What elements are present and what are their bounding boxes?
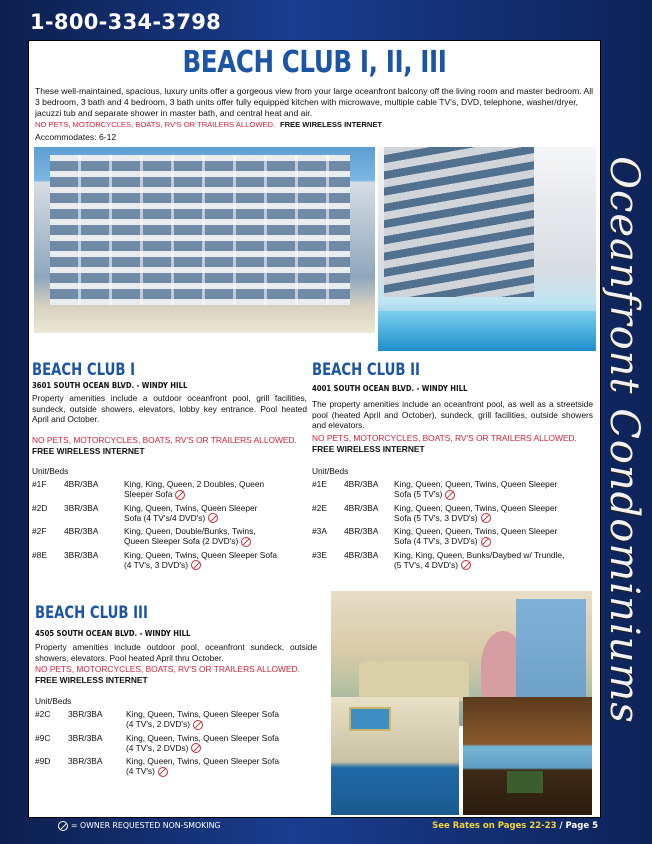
photo-beach-club-pool — [378, 147, 596, 351]
intro-paragraph — [35, 86, 595, 130]
unit-bedding: King, Queen, Twins, Queen Sleeper Sofa (4 TV's, 2 DVD's) — [126, 709, 280, 729]
no-pets-beach-club-iii: NO PETS, MOTORCYCLES, BOATS, RV'S OR TRAILERS ALLOWED. — [35, 664, 300, 674]
unit-beds: 4BR/3BA — [344, 526, 379, 536]
heading-beach-club-ii: BEACH CLUB II — [312, 360, 420, 380]
accommodates: Accommodates: 6-12 — [35, 132, 117, 142]
unit-bedding: King, Queen, Queen, Twins, Queen Sleeper Sofa (5 TV's) — [394, 479, 558, 499]
side-title — [600, 156, 648, 724]
unit-number: #9C — [35, 732, 51, 743]
unit-bedding: King, Queen, Twins, Queen Sleeper Sofa (4 TV's, 2 DVDs) — [126, 732, 280, 753]
content-panel — [28, 40, 601, 818]
intro-text: These well-maintained, spacious, luxury units offer a gorgeous view from your large oceanfront balcony off the living room and master bedroom. All 3 bedroom, 3 bath and 4 bedroom, 3 bath units offer fully equipped kitchen with microwave, multiple cable TV's, DVD, telephone, washer/dryer, jacuzzi tub and separate shower in master bath, and central heat and air. — [35, 86, 594, 118]
wifi-beach-club-i: FREE WIRELESS INTERNET — [32, 446, 145, 456]
no-smoking-icon — [461, 560, 471, 570]
unit-beds: 4BR/3BA — [344, 479, 379, 489]
unit-beds: 3BR/3BA — [68, 732, 103, 743]
unit-number: #2F — [32, 526, 47, 536]
address-beach-club-i: 3601 SOUTH OCEAN BLVD. - WINDY HILL — [32, 380, 188, 390]
no-smoking-icon — [481, 513, 491, 523]
rates-link[interactable]: See Rates on Pages 22-23 — [432, 821, 557, 831]
unit-beds: 4BR/3BA — [344, 549, 379, 560]
unit-beds: 4BR/3BA — [64, 479, 99, 489]
footer-nonsmoking-legend: = OWNER REQUESTED NON-SMOKING — [58, 821, 220, 831]
unit-bedding: King, Queen, Double/Bunks, Twins, Queen Sleeper Sofa (2 DVD's) — [124, 526, 256, 546]
unit-number: #3A — [312, 526, 327, 536]
no-pets-beach-club-i: NO PETS, MOTORCYCLES, BOATS, RV'S OR TRAILERS ALLOWED. — [32, 435, 297, 445]
unit-beds: 4BR/3BA — [64, 526, 99, 536]
photo-ocean-view-room — [463, 697, 592, 815]
unit-header-beach-club-i: Unit/Beds — [32, 466, 69, 476]
page-number: / Page 5 — [556, 821, 598, 831]
wifi-beach-club-ii: FREE WIRELESS INTERNET — [312, 444, 425, 454]
unit-beds: 3BR/3BA — [68, 709, 103, 719]
unit-number: #8E — [32, 549, 47, 560]
footer-page-info — [432, 821, 598, 831]
no-smoking-icon — [191, 743, 201, 753]
unit-number: #2E — [312, 502, 327, 513]
description-beach-club-ii: The property amenities include an oceanfront pool, as well as a streetside pool (heated April and October), sundeck, grill facilities, outside showers and elevators. — [312, 399, 593, 430]
unit-number: #2C — [35, 709, 51, 719]
unit-bedding: King, King, Queen, Bunks/Daybed w/ Trundle, (5 TV's, 4 DVD's) — [394, 549, 565, 570]
no-pets-notice: NO PETS, MOTORCYCLES, BOATS, RV'S OR TRAILERS ALLOWED. — [35, 120, 276, 129]
unit-number: #9D — [35, 756, 51, 766]
phone-number: 1-800-334-3798 — [30, 10, 222, 34]
no-smoking-icon — [191, 560, 201, 570]
photo-beach-club-i-exterior — [34, 147, 375, 333]
wifi-notice: FREE WIRELESS INTERNET — [279, 120, 383, 129]
no-smoking-icon — [481, 537, 491, 547]
address-beach-club-iii: 4505 SOUTH OCEAN BLVD. - WINDY HILL — [35, 628, 191, 638]
heading-beach-club-iii: BEACH CLUB III — [35, 603, 148, 623]
no-smoking-icon — [193, 720, 203, 730]
side-title-text: Oceanfront Condominiums — [601, 156, 647, 724]
no-smoking-icon — [241, 537, 251, 547]
no-smoking-icon — [158, 767, 168, 777]
unit-beds: 3BR/3BA — [64, 502, 99, 513]
unit-bedding: King, Queen, Queen, Twins, Queen Sleeper Sofa (4 TV's, 3 DVD's) — [394, 526, 558, 546]
no-smoking-icon — [58, 821, 68, 831]
heading-beach-club-i: BEACH CLUB I — [32, 360, 136, 380]
page-title: BEACH CLUB I, II, III — [182, 45, 447, 80]
wifi-beach-club-iii: FREE WIRELESS INTERNET — [35, 675, 148, 685]
description-beach-club-i: Property amenities include a outdoor oceanfront pool, grill facilities, sundeck, outside showers, elevators, lobby key entrance. Pool heated April and October. — [32, 393, 307, 424]
no-smoking-icon — [208, 513, 218, 523]
no-smoking-icon — [175, 490, 185, 500]
unit-beds: 3BR/3BA — [64, 549, 99, 560]
photo-lounge — [331, 697, 459, 815]
unit-bedding: King, Queen, Queen, Twins, Queen Sleeper Sofa (5 TV's, 3 DVD's) — [394, 502, 558, 523]
address-beach-club-ii: 4001 SOUTH OCEAN BLVD. - WINDY HILL — [312, 383, 468, 393]
unit-beds: 3BR/3BA — [68, 756, 103, 766]
unit-header-beach-club-iii: Unit/Beds — [35, 696, 72, 706]
no-smoking-icon — [445, 490, 455, 500]
unit-bedding: King, Queen, Twins, Queen Sleeper Sofa (4 TV's) — [126, 756, 280, 776]
unit-number: #3E — [312, 549, 327, 560]
unit-number: #2D — [32, 502, 48, 513]
unit-number: #1E — [312, 479, 327, 489]
unit-header-beach-club-ii: Unit/Beds — [312, 466, 349, 476]
unit-bedding: King, King, Queen, 2 Doubles, Queen Sleeper Sofa — [124, 479, 265, 499]
description-beach-club-iii: Property amenities include outdoor pool, oceanfront sundeck, outside showers, elevators. Pool heated April thru October. — [35, 642, 317, 663]
unit-beds: 4BR/3BA — [344, 502, 379, 513]
unit-number: #1F — [32, 479, 47, 489]
no-pets-beach-club-ii: NO PETS, MOTORCYCLES, BOATS, RV'S OR TRAILERS ALLOWED. — [312, 433, 577, 443]
unit-bedding: King, Queen, Twins, Queen Sleeper Sofa (4 TV's/4 DVD's) — [124, 502, 258, 523]
unit-bedding: King, Queen, Twins, Queen Sleeper Sofa (4 TV's, 3 DVD's) — [124, 549, 278, 570]
